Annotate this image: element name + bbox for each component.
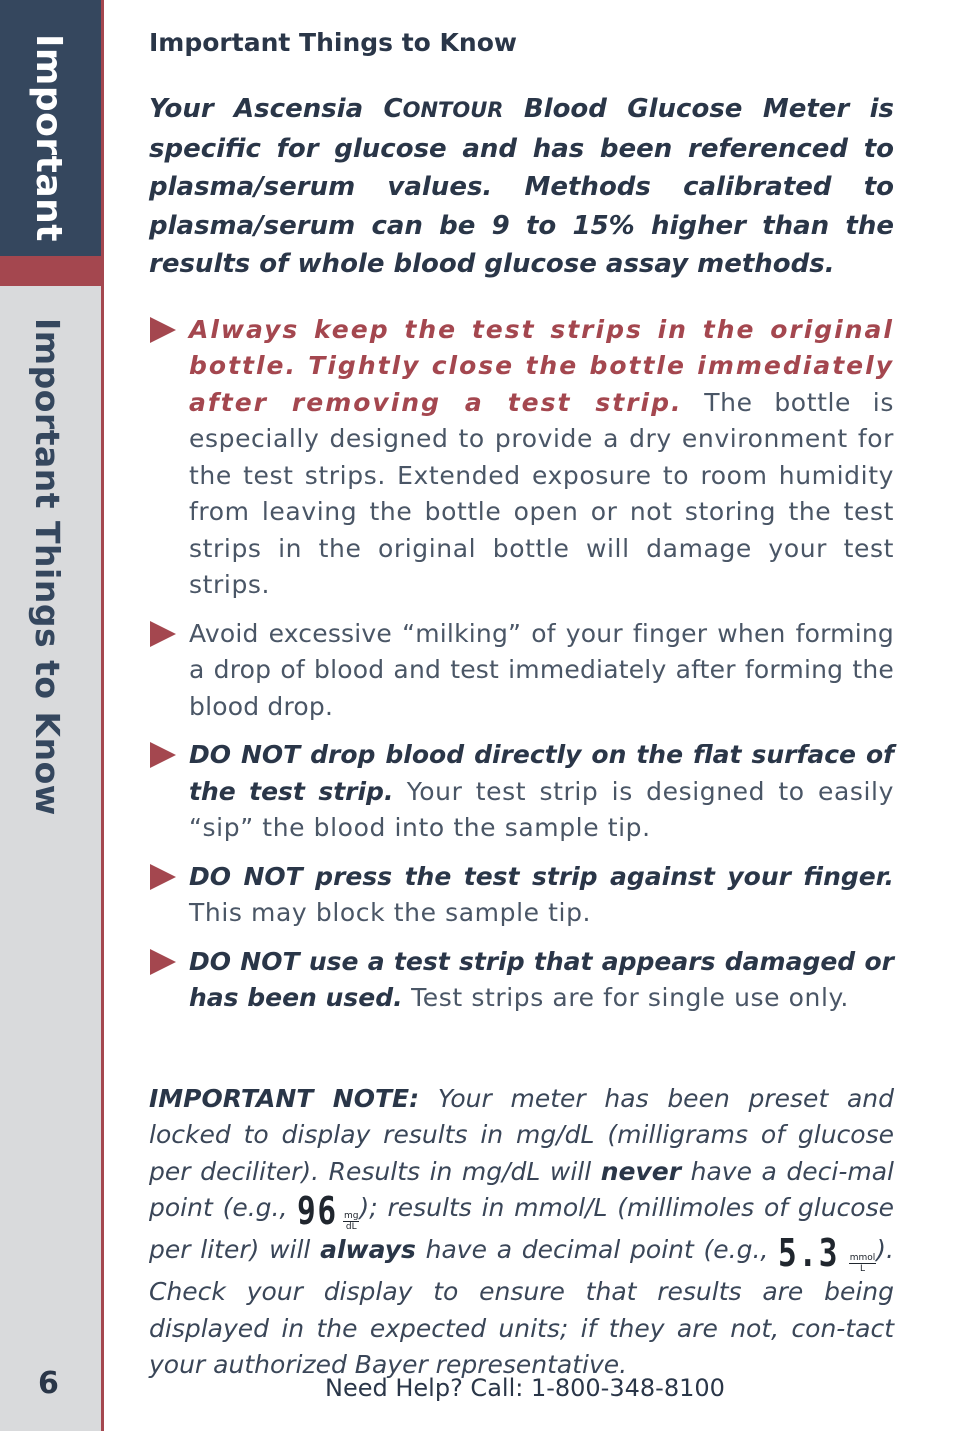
help-footer: Need Help? Call: 1-800-348-8100 [325, 1374, 725, 1402]
intro-text-2: Blood Glucose Meter is specific for glucose and has been referenced to plasma/serum values. Methods calibrated to plasma/serum can be 9 to 15% higher than the results of whole blood glucose assay methods. [149, 94, 894, 279]
intro-smallcaps: ONTOUR [402, 98, 504, 122]
unit-numerator: mmol [849, 1253, 876, 1263]
bullet-text: Avoid excessive “milking” of your finger when forming a drop of blood and test immediately after forming the blood drop. [189, 618, 894, 721]
triangle-bullet-icon [150, 864, 176, 890]
sidebar-divider [101, 0, 104, 1431]
triangle-bullet-icon [150, 621, 176, 647]
bullet-text: This may block the sample tip. [189, 898, 592, 927]
page-title: Important Things to Know [149, 28, 517, 57]
list-item [149, 944, 894, 1017]
triangle-bullet-icon [150, 742, 176, 768]
lcd-reading-mmol: 5.3 [778, 1231, 840, 1275]
list-item [149, 312, 894, 604]
bullet-emphasis: Always keep the test strips in the original bottle. Tightly close the bottle immediately after removing a test strip. [189, 314, 894, 417]
bullet-emphasis: DO NOT press the test strip against your finger. [189, 861, 894, 891]
note-text: have a decimal point (e.g., [415, 1235, 779, 1264]
important-note [149, 1081, 894, 1384]
note-text: Your meter has been preset and locked to display results in mg/dL (milligrams of glucose per deciliter). Results in mg/dL will [149, 1083, 894, 1186]
note-label: IMPORTANT NOTE: [149, 1083, 420, 1113]
unit-denominator: dL [345, 1222, 357, 1232]
caution-list [149, 312, 894, 1017]
bullet-emphasis: DO NOT drop blood directly on the flat surface of the test strip. [189, 740, 894, 806]
intro-text-1: Your Ascensia C [149, 94, 403, 124]
lcd-reading-mgdl: 96 [297, 1189, 339, 1233]
note-text: ); results in mmol/L (millimoles of glucose per liter) will [149, 1193, 895, 1264]
list-item [149, 737, 894, 847]
page-content [149, 26, 894, 1409]
note-text: have a deci-mal point (e.g., [149, 1156, 894, 1222]
unit-numerator: mg [344, 1211, 359, 1221]
sidebar-accent-band [0, 256, 101, 286]
bullet-emphasis: DO NOT use a test strip that appears damaged or has been used. [189, 946, 894, 1012]
intro-paragraph [149, 90, 894, 284]
note-emphasis-never: never [600, 1156, 682, 1186]
unit-mgdl [343, 1211, 359, 1232]
unit-mmol [849, 1253, 877, 1274]
bullet-text: Your test strip is designed to easily “sip” the blood into the sample tip. [189, 776, 894, 842]
triangle-bullet-icon [150, 317, 176, 343]
list-item [149, 616, 894, 726]
page-number: 6 [38, 1366, 59, 1401]
list-item [149, 859, 894, 932]
bullet-text: The bottle is especially designed to provide a dry environment for the test strips. Extended exposure to room humidity from leaving the bottle open or not storing the test strips in the original bottle will damage your test strips. [189, 387, 894, 599]
unit-denominator: L [860, 1264, 866, 1274]
sidebar-tab-important: Important [28, 34, 69, 243]
note-text: ). Check your display to ensure that results are being displayed in the expected units; if they are not, con-tact your authorized Bayer representative. [149, 1235, 894, 1379]
bullet-text: Test strips are for single use only. [402, 983, 849, 1012]
triangle-bullet-icon [150, 949, 176, 975]
sidebar-tab-section-title: Important Things to Know [28, 318, 67, 816]
note-emphasis-always: always [320, 1235, 416, 1264]
